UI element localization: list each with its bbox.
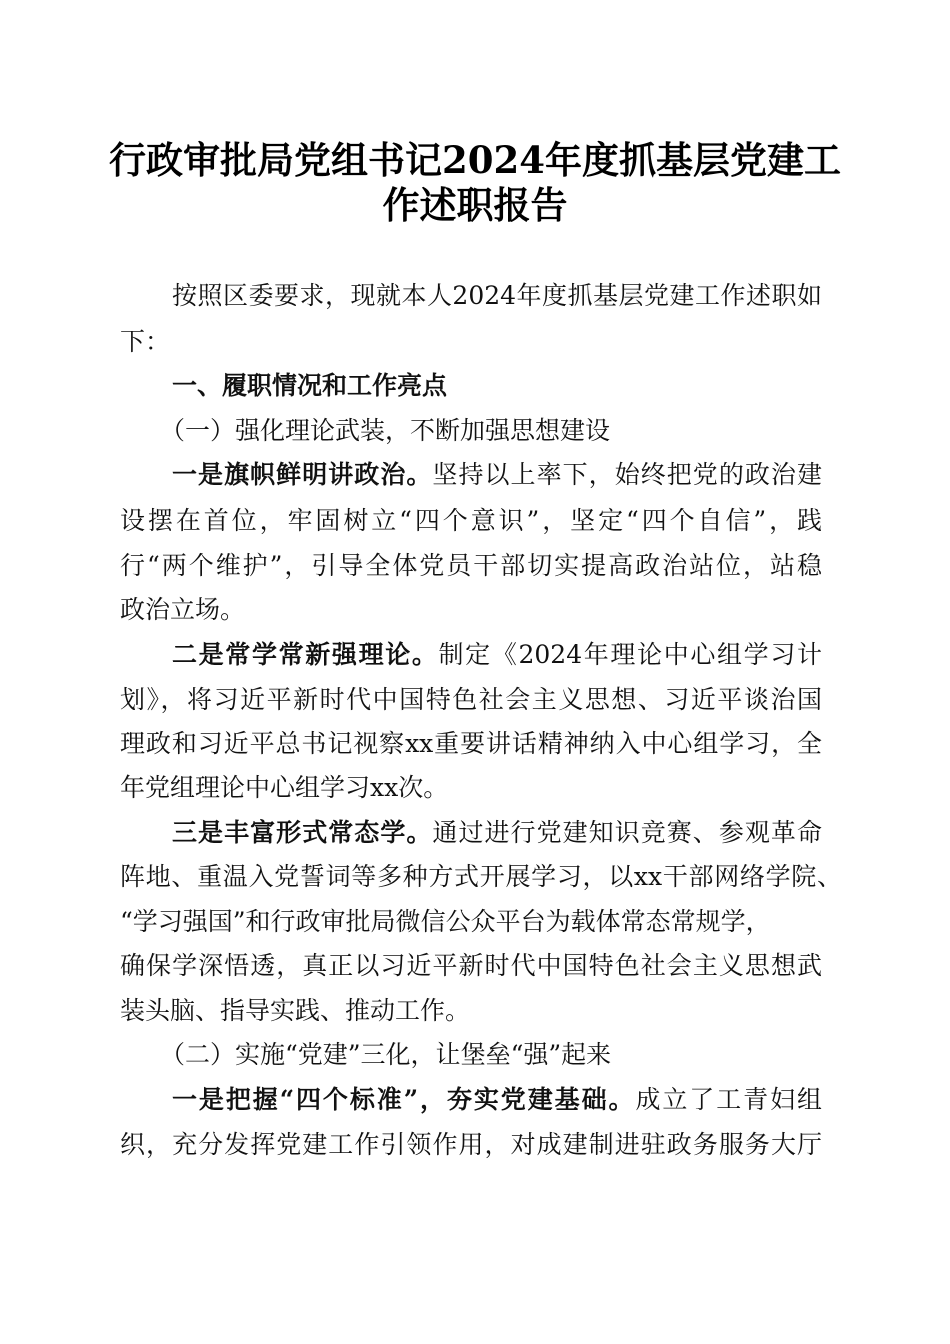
paragraph-3-line-1 [172, 811, 822, 855]
paragraph-1-line-4: 政治立场。 [120, 595, 246, 624]
paragraph-3-line-2: 阵地、重温入党誓词等多种方式开展学习，以xx干部网络学院、 [120, 862, 842, 891]
paragraph-4-line-2: 织，充分发挥党建工作引领作用，对成建制进驻政务服务大厅 [120, 1130, 822, 1159]
paragraph-1-lead: 一是旗帜鲜明讲政治。 [172, 460, 433, 489]
paragraph-4-lead: 一是把握“四个标准”，夯实党建基础。 [172, 1085, 636, 1114]
paragraph-2-line-3: 理政和习近平总书记视察xx重要讲话精神纳入中心组学习，全 [120, 729, 822, 758]
paragraph-3-line-5: 装头脑、指导实践、推动工作。 [120, 996, 471, 1025]
paragraph-1-line-3: 行“两个维护”，引导全体党员干部切实提高政治站位，站稳 [120, 551, 822, 580]
paragraph-2-line-2: 划》，将习近平新时代中国特色社会主义思想、习近平谈治国 [120, 685, 822, 714]
section-heading-1: 一、履职情况和工作亮点 [172, 371, 448, 400]
paragraph-2-text: 制定《2024年理论中心组学习计 [438, 640, 822, 669]
document-title-line-2: 作述职报告 [382, 183, 568, 227]
paragraph-2-lead: 二是常学常新强理论。 [172, 640, 439, 669]
paragraph-1-text: 坚持以上率下，始终把党的政治建 [432, 460, 822, 489]
paragraph-3-line-4: 确保学深悟透，真正以习近平新时代中国特色社会主义思想武 [120, 951, 822, 980]
paragraph-3-text: 通过进行党建知识竞赛、参观革命 [432, 818, 822, 847]
paragraph-1-line-1 [172, 453, 822, 497]
paragraph-1-line-2: 设摆在首位，牢固树立“四个意识”，坚定“四个自信”，践 [120, 506, 822, 535]
paragraph-4-line-1 [172, 1078, 822, 1122]
paragraph-2-line-4: 年党组理论中心组学习xx次。 [120, 773, 449, 802]
paragraph-2-line-1 [172, 633, 822, 677]
intro-line-1: 按照区委要求，现就本人2024年度抓基层党建工作述职如 [172, 281, 822, 310]
subsection-heading-2: （二）实施“党建”三化，让堡垒“强”起来 [160, 1040, 612, 1069]
paragraph-3-line-3: “学习强国”和行政审批局微信公众平台为载体常态常规学， [120, 907, 771, 936]
paragraph-4-text: 成立了工青妇组 [635, 1085, 822, 1114]
document-title-line-1: 行政审批局党组书记2024年度抓基层党建工 [109, 138, 841, 182]
intro-line-2: 下： [120, 327, 171, 356]
paragraph-3-lead: 三是丰富形式常态学。 [172, 818, 433, 847]
subsection-heading-1: （一）强化理论武装，不断加强思想建设 [160, 416, 611, 445]
